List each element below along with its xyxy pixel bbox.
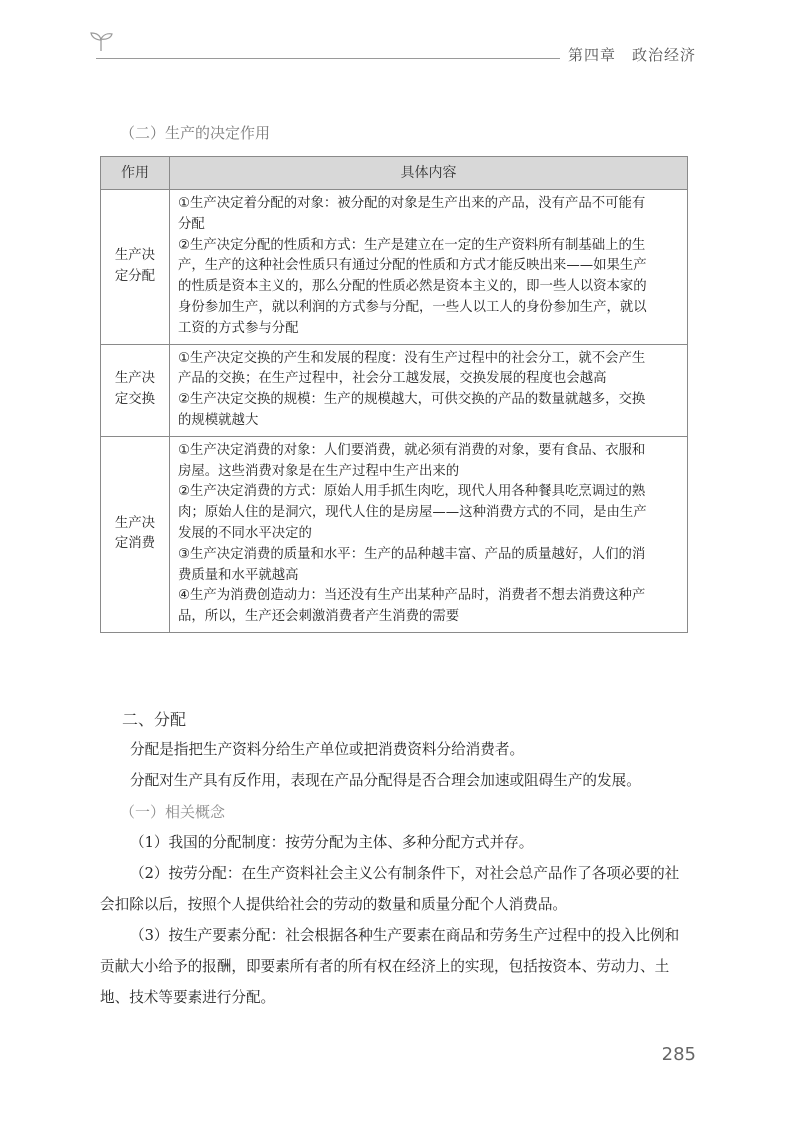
content-line: ①生产决定消费的对象：人们要消费，就必须有消费的对象，要有食品、衣服和 [178,442,646,458]
subsection-heading: （一）相关概念 [120,803,226,821]
role-text: 定交换 [114,392,156,408]
table-row [101,190,688,345]
content-line: ①生产决定着分配的对象：被分配的对象是生产出来的产品，没有产品不可能有 [178,196,646,211]
content-line: 发展的不同水平决定的 [178,525,312,541]
page-number: 285 [661,1044,696,1065]
content-cell [170,436,688,632]
content-line: ②生产决定分配的性质和方式：生产是建立在一定的生产资料所有制基础上的生 [178,237,646,253]
role-text: 定分配 [114,268,156,284]
role-text: 生产决 [114,247,156,263]
content-line: 品，所以，生产还会刺激消费者产生消费的需要 [178,609,460,625]
role-cell [101,436,170,632]
content-line: 产品的交换；在生产过程中，社会分工越发展，交换发展的程度也会越高 [178,371,607,387]
content-line: ②生产决定消费的方式：原始人用手抓生肉吃，现代人用各种餐具吃烹调过的熟 [178,484,646,500]
content-line: ①生产决定交换的产生和发展的程度：没有生产过程中的社会分工，就不会产生 [178,350,646,366]
content-line: 身份参加生产，就以利润的方式参与分配，一些人以工人的身份参加生产，就以 [178,299,647,315]
content-line: 产，生产的这种社会性质只有通过分配的性质和方式才能反映出来——如果生产 [178,258,647,274]
content-line: 的性质是资本主义的，那么分配的性质必然是资本主义的，即一些人以资本家的 [178,279,647,295]
chapter-title: 第四章 政治经济 [567,46,696,64]
content-line: 肉；原始人住的是洞穴，现代人住的是房屋——这种消费方式的不同，是由生产 [178,505,647,521]
content-line: 分配 [178,216,205,232]
paragraph: 分配对生产具有反作用，表现在产品分配得是否合理会加速或阻碍生产的发展。 [130,772,641,789]
content-cell [170,344,688,436]
header-rule [96,58,560,59]
content-line: ③生产决定消费的质量和水平：生产的品种越丰富、产品的质量越好，人们的消 [178,546,646,562]
content-line: ④生产为消费创造动力：当还没有生产出某种产品时，消费者不想去消费这种产 [178,588,646,604]
content-line: 费质量和水平就越高 [178,567,299,583]
role-cell [101,190,170,345]
section-subtitle: （二）生产的决定作用 [120,124,271,142]
list-item: （1）我国的分配制度：按劳分配为主体、多种分配方式并存。 [130,834,534,851]
paragraph: 分配是指把生产资料分给生产单位或把消费资料分给消费者。 [130,741,525,758]
content-line: 房屋。这些消费对象是在生产过程中生产出来的 [178,463,460,479]
table-row [101,344,688,436]
running-header [88,28,696,68]
list-item: （2）按劳分配：在生产资料社会主义公有制条件下，对社会总产品作了各项必要的社会扣除以后，按照个人提供给社会的劳动的数量和质量分配个人消费品。 [100,865,680,913]
table-header-row [101,157,688,190]
content-line: 的规模就越大 [178,412,259,428]
role-text: 生产决 [114,515,156,531]
role-text: 定消费 [114,536,156,552]
table-row [101,436,688,632]
role-text: 生产决 [114,371,156,387]
content-line: ②生产决定交换的规模：生产的规模越大，可供交换的产品的数量就越多，交换 [178,392,646,408]
section-heading: 二、分配 [122,710,187,729]
column-header-role: 作用 [101,157,170,190]
content-line: 工资的方式参与分配 [178,320,299,336]
sprout-icon [88,30,114,56]
content-cell [170,190,688,345]
column-header-content: 具体内容 [170,157,688,190]
production-role-table [100,156,688,633]
role-cell [101,344,170,436]
list-item: （3）按生产要素分配：社会根据各种生产要素在商品和劳务生产过程中的投入比例和贡献大小给予的报酬，即要素所有者的所有权在经济上的实现，包括按资本、劳动力、土地、技术等要素进行分配。 [100,927,680,1006]
